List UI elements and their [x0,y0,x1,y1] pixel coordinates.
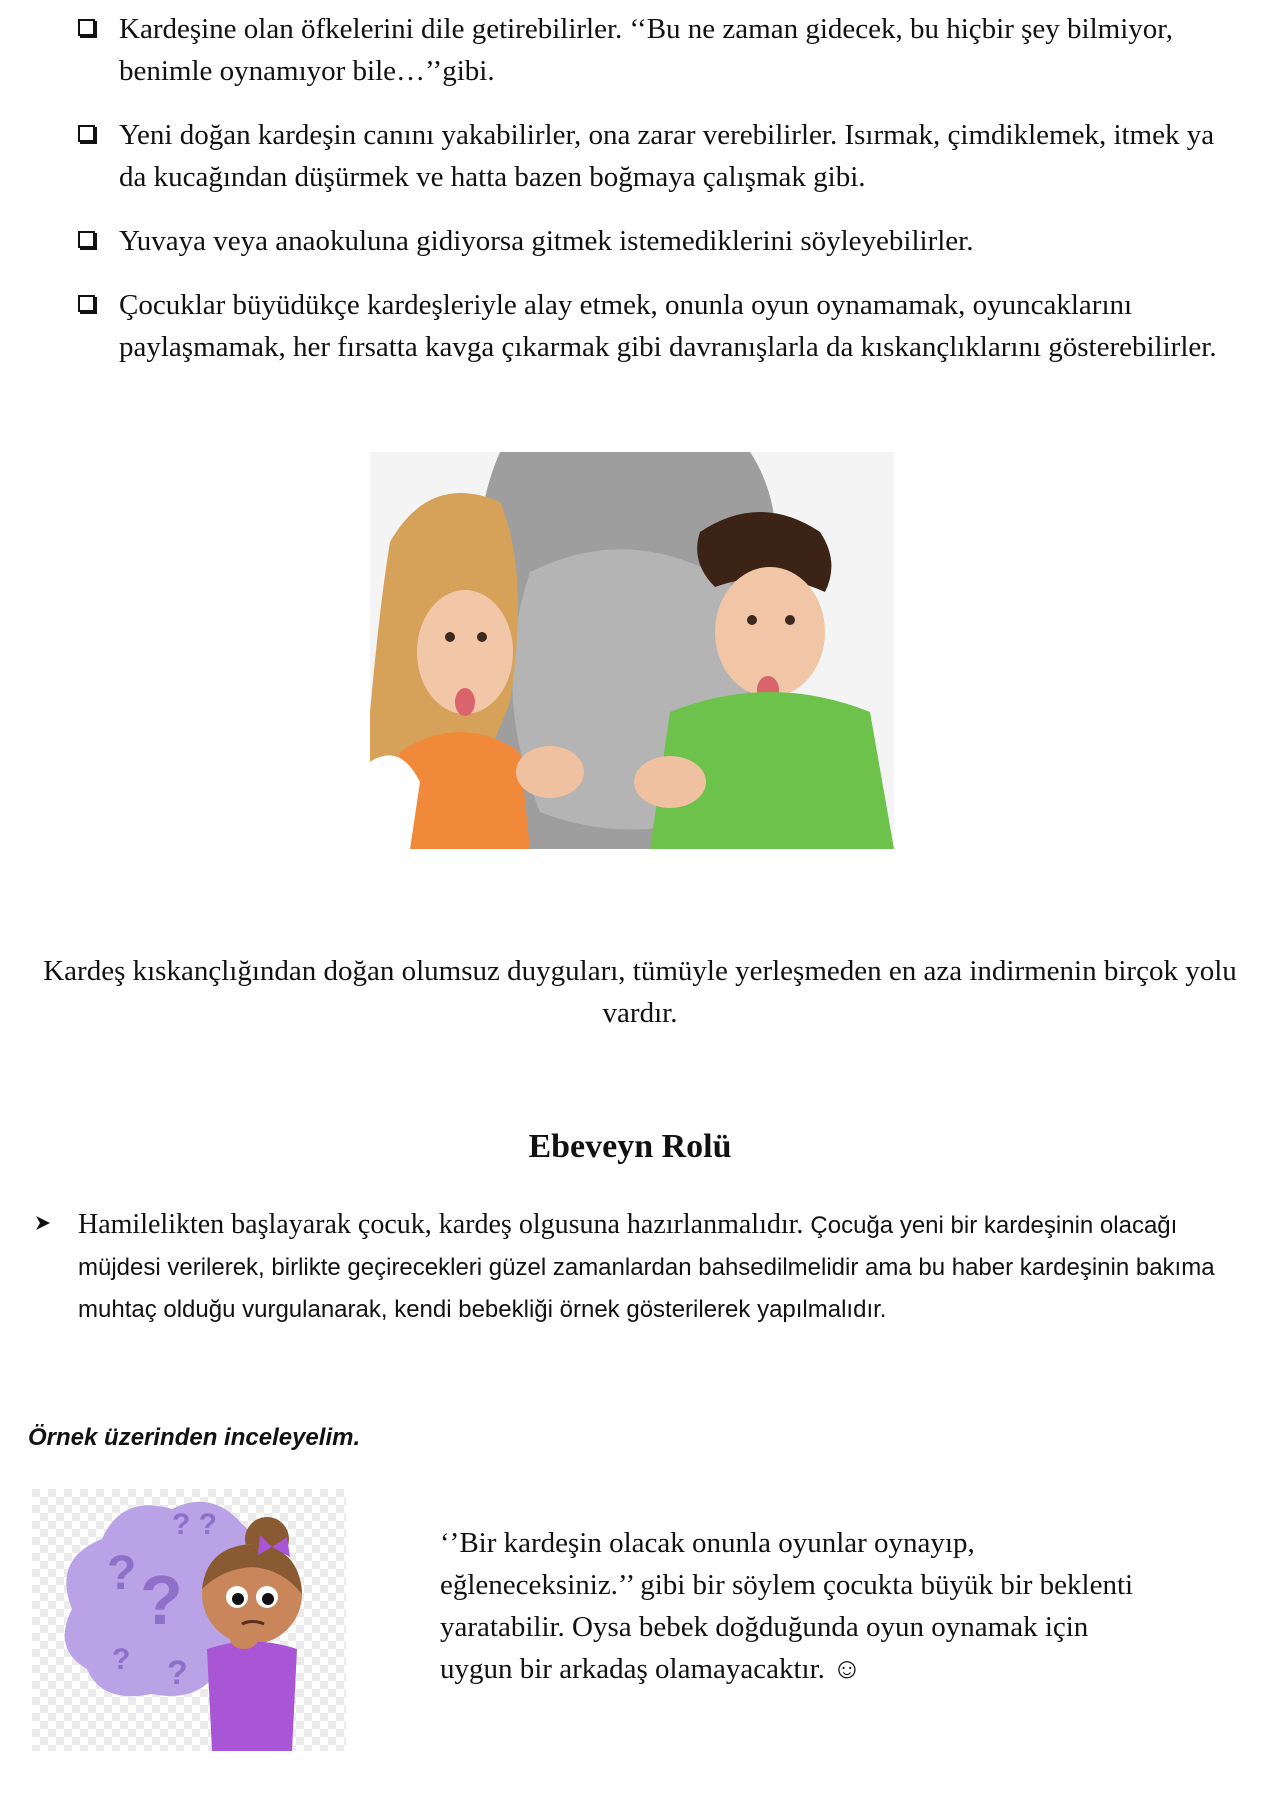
example-title: Örnek üzerinden inceleyelim. [28,1424,361,1451]
list-item [78,284,1218,368]
parent-role-item [34,1204,1244,1330]
svg-text:? ?: ? ? [172,1508,217,1541]
list-item-text: Çocuklar büyüdükçe kardeşleriyle alay etmek, onunla oyun oynamamak, oyuncaklarını paylaşmamak, her fırsatta kavga çıkarmak gibi davranışlarla da kıskançlıklarını gösterebilirler. [119,289,1217,363]
arrow-bullet-icon [34,1214,54,1330]
svg-text:?: ? [112,1643,131,1676]
list-item-text: Yuvaya veya anaokuluna gidiyorsa gitmek istemediklerini söyleyebilirler. [119,225,974,257]
parent-role-serif-text: Hamilelikten başlayarak çocuk, kardeş olgusuna hazırlanmalıdır. [78,1209,804,1240]
example-quote-text: ‘’Bir kardeşin olacak onunla oyunlar oynayıp, eğleneceksiniz.’’ gibi bir söylem çocukta büyük bir beklenti yaratabilir. Oysa bebek doğduğunda oyun oynamak için uygun bir arkadaş olamayacaktır. ☺ [440,1527,1134,1685]
parent-role-text [78,1204,1244,1330]
checkbox-bullet-icon [78,231,95,248]
list-item-text: Kardeşine olan öfkelerini dile getirebilirler. ‘‘Bu ne zaman gidecek, bu hiçbir şey bilmiyor, benimle oynamıyor bile…’’gibi. [119,13,1174,87]
svg-text:?: ? [140,1561,183,1639]
list-item [78,8,1218,92]
caption-paragraph: Kardeş kıskançlığından doğan olumsuz duyguları, tümüyle yerleşmeden en aza indirmenin birçok yolu vardır. [43,955,1237,1029]
section-heading: Ebeveyn Rolü [528,1128,732,1165]
svg-text:?: ? [107,1547,137,1600]
checkbox-bullet-icon [78,125,95,142]
checkbox-bullet-icon [78,19,95,36]
list-item [78,220,1218,262]
checkbox-bullet-list [78,8,1218,390]
jealous-siblings-photo [370,452,894,849]
svg-text:?: ? [167,1654,188,1692]
list-item-text: Yeni doğan kardeşin canını yakabilirler, ona zarar verebilirler. Isırmak, çimdiklemek, itmek ya da kucağından düşürmek ve hatta bazen boğmaya çalışmak gibi. [119,119,1215,193]
checkbox-bullet-icon [78,295,95,312]
list-item [78,114,1218,198]
parent-role-sans-text: Çocuğa yeni bir kardeşinin olacağı müjdesi verilerek, birlikte geçirecekleri güzel zamanlardan bahsedilmelidir ama bu haber kardeşinin bakıma muhtaç olduğu vurgulanarak, kendi bebekliği örnek gösterilerek yapılmalıdır. [78,1212,1215,1323]
confused-girl-illustration [32,1489,346,1751]
